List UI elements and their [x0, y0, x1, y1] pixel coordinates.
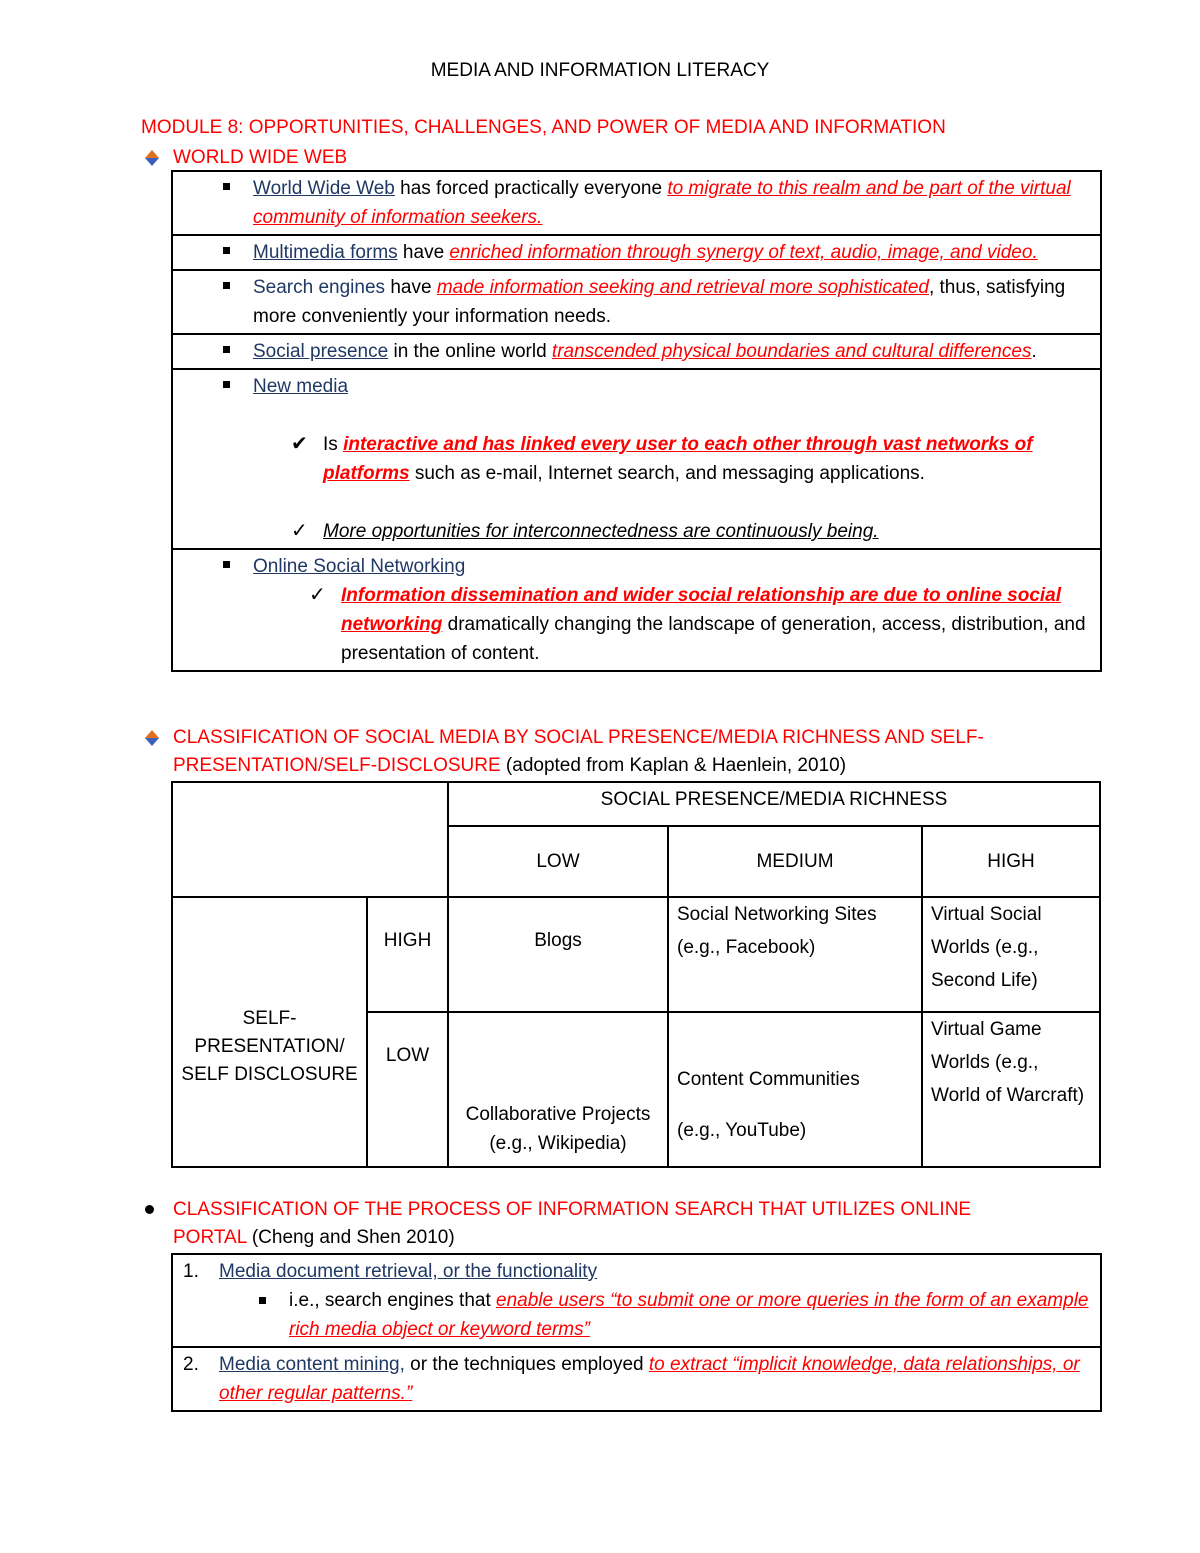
col-header-low: LOW: [448, 826, 668, 897]
www-item-social-presence: [173, 335, 1100, 370]
term: Search engines: [253, 277, 386, 298]
text: have: [385, 277, 437, 298]
check-icon: ✓: [309, 584, 326, 606]
square-bullet-icon: [223, 247, 230, 254]
text-tail: , thus, satisfying more conveniently your information needs.: [253, 277, 1066, 327]
square-bullet-icon: [223, 346, 230, 353]
cell-virtual-game-worlds: Virtual Game Worlds (e.g., World of Warcraft): [922, 1012, 1100, 1167]
text-tail: such as e-mail, Internet search, and messaging applications.: [409, 463, 925, 484]
search-process-heading: [145, 1196, 1015, 1252]
square-bullet-icon: [259, 1297, 266, 1304]
highlight: enriched information through synergy of text, audio, image, and video.: [449, 242, 1038, 263]
term: Media content mining,: [219, 1354, 405, 1375]
search-process-heading-text: CLASSIFICATION OF THE PROCESS OF INFORMATION SEARCH THAT UTILIZES ONLINE PORTAL (Cheng and Shen 2010): [173, 1199, 972, 1248]
www-section-heading: [145, 144, 347, 172]
term: Online Social Networking: [253, 556, 466, 577]
highlight: enable users “to submit one or more queries in the form of an example rich media object or keyword terms”: [289, 1290, 1089, 1340]
check-item: [253, 430, 1092, 488]
corner-cell: [172, 782, 448, 897]
www-heading-text: WORLD WIDE WEB: [173, 147, 348, 168]
cell-blogs: Blogs: [448, 897, 668, 1012]
square-bullet-icon: [223, 381, 230, 388]
www-box: [171, 170, 1102, 672]
classification-heading: [145, 724, 1015, 780]
item-number: 2.: [183, 1354, 199, 1375]
text-tail: dramatically changing the landscape of generation, access, distribution, and presentation of content.: [341, 614, 1086, 664]
cell-collaborative-projects: Collaborative Projects (e.g., Wikipedia): [448, 1012, 668, 1167]
row-header-high: HIGH: [367, 897, 448, 1012]
text: or the techniques employed: [404, 1354, 649, 1375]
cell-content-communities-example: (e.g., YouTube): [677, 1120, 807, 1141]
col-header-high: HIGH: [922, 826, 1100, 897]
item-number: 1.: [183, 1261, 199, 1282]
text: More opportunities for interconnectedness are continuously being.: [323, 521, 879, 542]
module-title: MODULE 8: OPPORTUNITIES, CHALLENGES, AND POWER OF MEDIA AND INFORMATION: [141, 117, 946, 138]
page-title: MEDIA AND INFORMATION LITERACY: [430, 60, 770, 81]
row-header-low: LOW: [367, 1012, 448, 1167]
row-group-header: SELF-PRESENTATION/ SELF DISCLOSURE: [172, 897, 367, 1167]
check-icon: ✔: [291, 433, 308, 455]
classification-table: [171, 781, 1101, 1168]
search-item-2: [173, 1348, 1100, 1410]
text: have: [397, 242, 450, 263]
highlight: to migrate to this realm and be part of the virtual community of information seekers.: [253, 178, 1071, 228]
search-process-box: [171, 1253, 1102, 1412]
square-bullet-icon: [223, 183, 230, 190]
square-bullet-icon: [223, 282, 230, 289]
term: Social presence: [253, 341, 389, 362]
cell-social-networking: Social Networking Sites (e.g., Facebook): [668, 897, 922, 1012]
www-item-search-engines: [173, 271, 1100, 335]
www-item-multimedia: [173, 236, 1100, 271]
text: Is: [323, 434, 344, 455]
www-item-new-media: [173, 370, 1100, 550]
arrow-bullet-icon: [145, 144, 173, 172]
search-item-1: [173, 1255, 1100, 1348]
text: in the online world: [388, 341, 552, 362]
arrow-bullet-icon: [145, 724, 173, 752]
sub-item: [219, 1286, 1092, 1344]
term: Media document retrieval, or the functionality: [219, 1261, 598, 1282]
www-item-online-social-networking: [173, 550, 1100, 670]
classification-heading-text: CLASSIFICATION OF SOCIAL MEDIA BY SOCIAL PRESENCE/MEDIA RICHNESS AND SELF-PRESENTATION/SELF-DISCLOSURE (adopted from Kaplan & Haenlein, 2010): [173, 727, 984, 776]
text: has forced practically everyone: [394, 178, 668, 199]
dot-bullet-icon: [145, 1196, 173, 1224]
highlight: transcended physical boundaries and cultural differences: [551, 341, 1032, 362]
term: New media: [253, 376, 349, 397]
check-item: [253, 517, 1092, 546]
col-header-medium: MEDIUM: [668, 826, 922, 897]
term: Multimedia forms: [253, 242, 398, 263]
www-item-world-wide-web: [173, 172, 1100, 236]
highlight: interactive and has linked every user to each other through vast networks of platforms: [323, 434, 1033, 484]
text-tail: .: [1031, 341, 1037, 362]
cell-virtual-social-worlds: Virtual Social Worlds (e.g., Second Life): [922, 897, 1100, 1012]
highlight: to extract “implicit knowledge, data relationships, or other regular patterns.”: [219, 1354, 1080, 1404]
cell-content-communities: [668, 1012, 922, 1167]
highlight: Information dissemination and wider social relationship are due to online social networking: [341, 585, 1062, 635]
term: World Wide Web: [253, 178, 395, 199]
highlight: made information seeking and retrieval more sophisticated: [436, 277, 929, 298]
cell-content-communities-name: Content Communities: [677, 1069, 860, 1090]
check-icon: ✓: [291, 520, 308, 542]
text: i.e., search engines that: [289, 1290, 497, 1311]
check-item: [253, 581, 1092, 668]
square-bullet-icon: [223, 561, 230, 568]
col-group-header: SOCIAL PRESENCE/MEDIA RICHNESS: [448, 782, 1100, 826]
